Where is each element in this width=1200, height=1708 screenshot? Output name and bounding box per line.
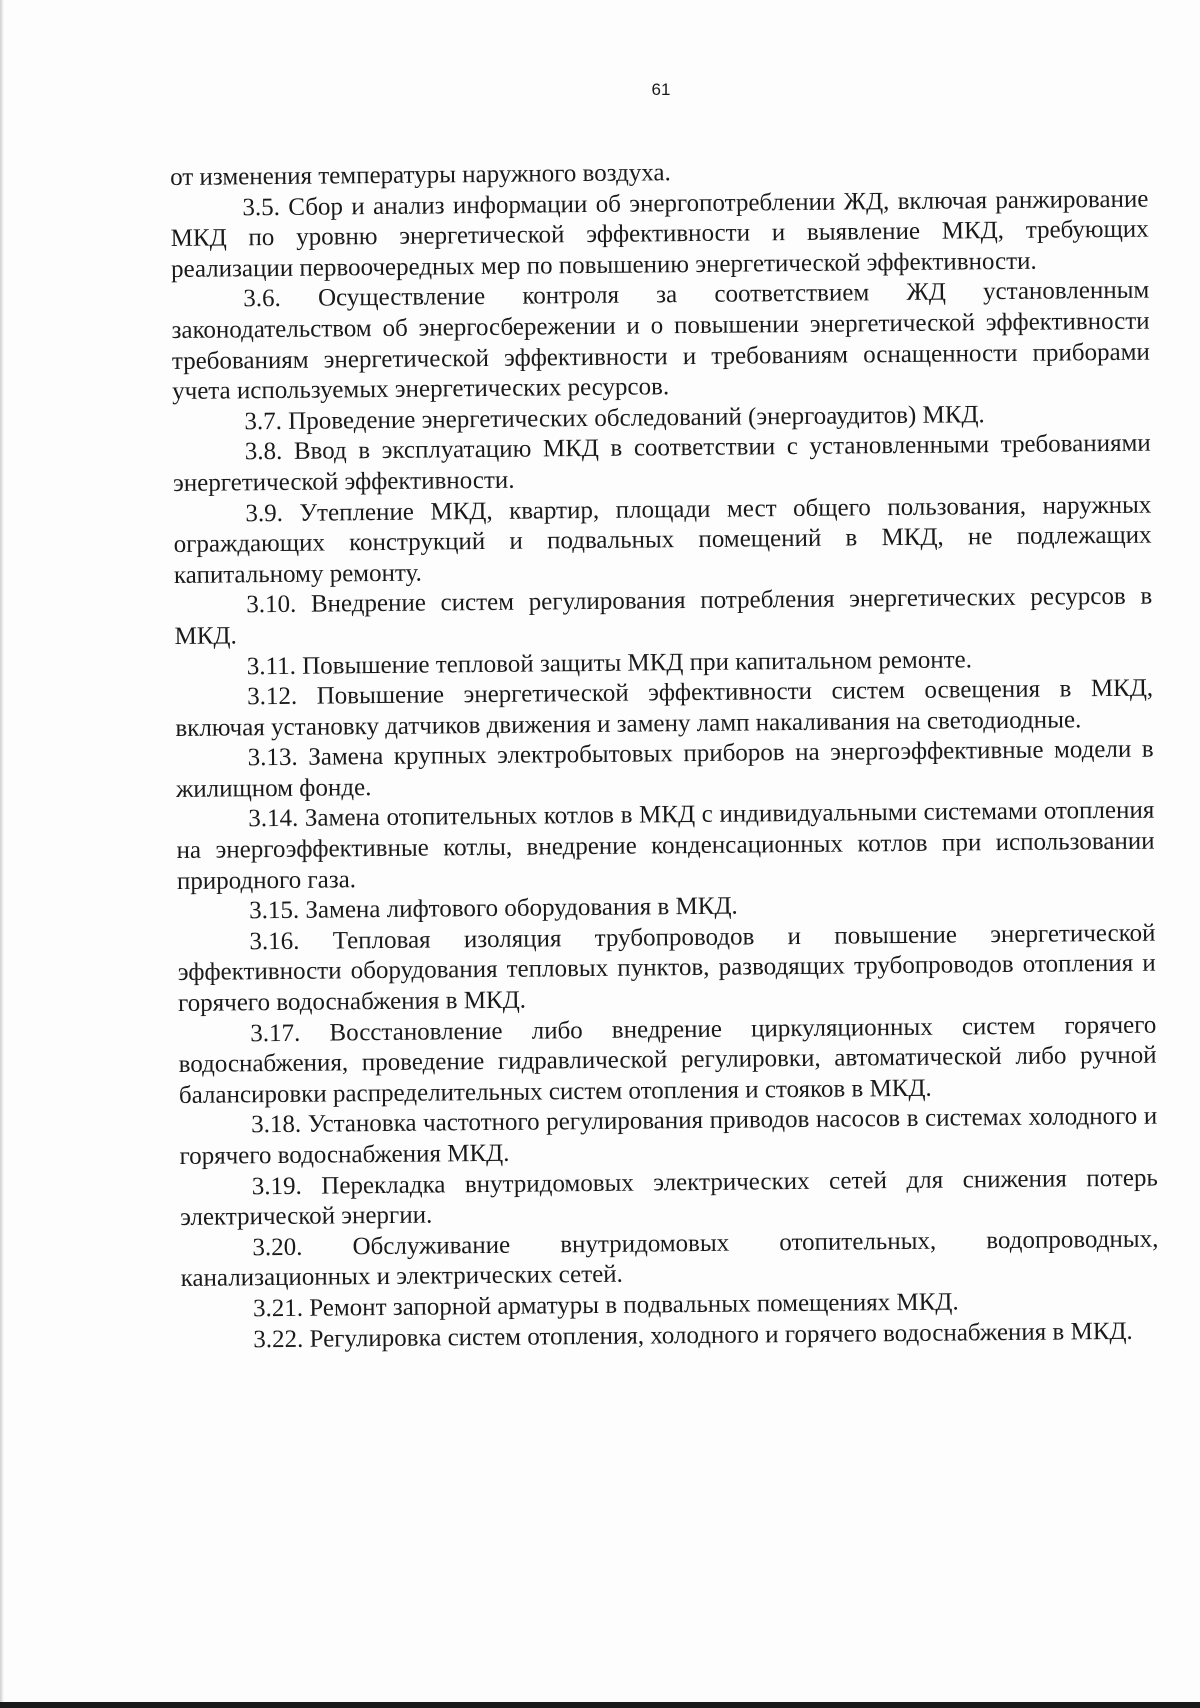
paragraph-3-9: 3.9. Утепление МКД, квартир, площади мест общего пользования, наружных ограждающих конструкций и подвальных помещений в МКД, не подлежащих капитальному ремонту. [173, 491, 1152, 589]
paragraph-3-14: 3.14. Замена отопительных котлов в МКД с индивидуальными системами отопления на энергоэффективные котлы, внедрение конденсационных котлов при использовании природного газа. [176, 797, 1155, 895]
paragraph-3-15: 3.15. Замена лифтового оборудования в МКД. [249, 892, 738, 925]
paragraph-3-12: 3.12. Повышение энергетической эффективности систем освещения в МКД, включая установку датчиков движения и замену ламп накаливания на светодиодные. [175, 674, 1154, 742]
paragraph-3-5: 3.5. Сбор и анализ информации об энергопотреблении ЖД, включая ранжирование МКД по уровню энергетической эффективности и выявление МКД, требующих реализации первоочередных мер по повышению энергетической эффективности. [170, 185, 1149, 283]
paragraph-3-17: 3.17. Восстановление либо внедрение циркуляционных систем горячего водоснабжения, проведение гидравлической регулировки, автоматической либо ручной балансировки распределительных систем отопления и стояков в МКД. [178, 1011, 1157, 1109]
paragraph-3-6: 3.6. Осуществление контроля за соответствием ЖД установленным законодательством об энергосбережении и о повышении энергетической эффективности требованиям энергетической эффективности и требованиям оснащенности приборами учета используемых энергетических ресурсов. [171, 276, 1150, 406]
paragraph-3-7: 3.7. Проведение энергетических обследований (энергоаудитов) МКД. [244, 400, 985, 436]
scan-edge-shadow [0, 0, 4, 1708]
document-body [170, 154, 1159, 1356]
paragraph-3-10: 3.10. Внедрение систем регулирования потребления энергетических ресурсов в МКД. [174, 582, 1153, 650]
paragraph-continuation: от изменения температуры наружного воздуха. [170, 159, 671, 191]
paragraph-3-22: 3.22. Регулировка систем отопления, холодного и горячего водоснабжения в МКД. [253, 1317, 1133, 1353]
page-number: 61 [651, 80, 671, 99]
paragraph-3-16: 3.16. Тепловая изоляция трубопроводов и повышение энергетической эффективности оборудования тепловых пунктов, разводящих трубопроводов отопления и горячего водоснабжения в МКД. [177, 919, 1156, 1017]
paragraph-3-20: 3.20. Обслуживание внутридомовых отопительных, водопроводных, канализационных и электрических сетей. [180, 1225, 1159, 1293]
paragraph-3-11: 3.11. Повышение тепловой защиты МКД при капитальном ремонте. [246, 645, 973, 680]
paragraph-3-18: 3.18. Установка частотного регулирования приводов насосов в системах холодного и горячего водоснабжения МКД. [179, 1102, 1158, 1170]
paragraph-3-19: 3.19. Перекладка внутридомовых электрических сетей для снижения потерь электрической энергии. [179, 1164, 1158, 1232]
scan-bottom-edge [0, 1702, 1200, 1708]
paragraph-3-21: 3.21. Ремонт запорной арматуры в подвальных помещениях МКД. [252, 1288, 959, 1323]
paragraph-3-13: 3.13. Замена крупных электробытовых приборов на энергоэффективные модели в жилищном фонде. [175, 735, 1154, 803]
paragraph-3-8: 3.8. Ввод в эксплуатацию МКД в соответствии с установленными требованиями энергетической эффективности. [172, 429, 1151, 497]
